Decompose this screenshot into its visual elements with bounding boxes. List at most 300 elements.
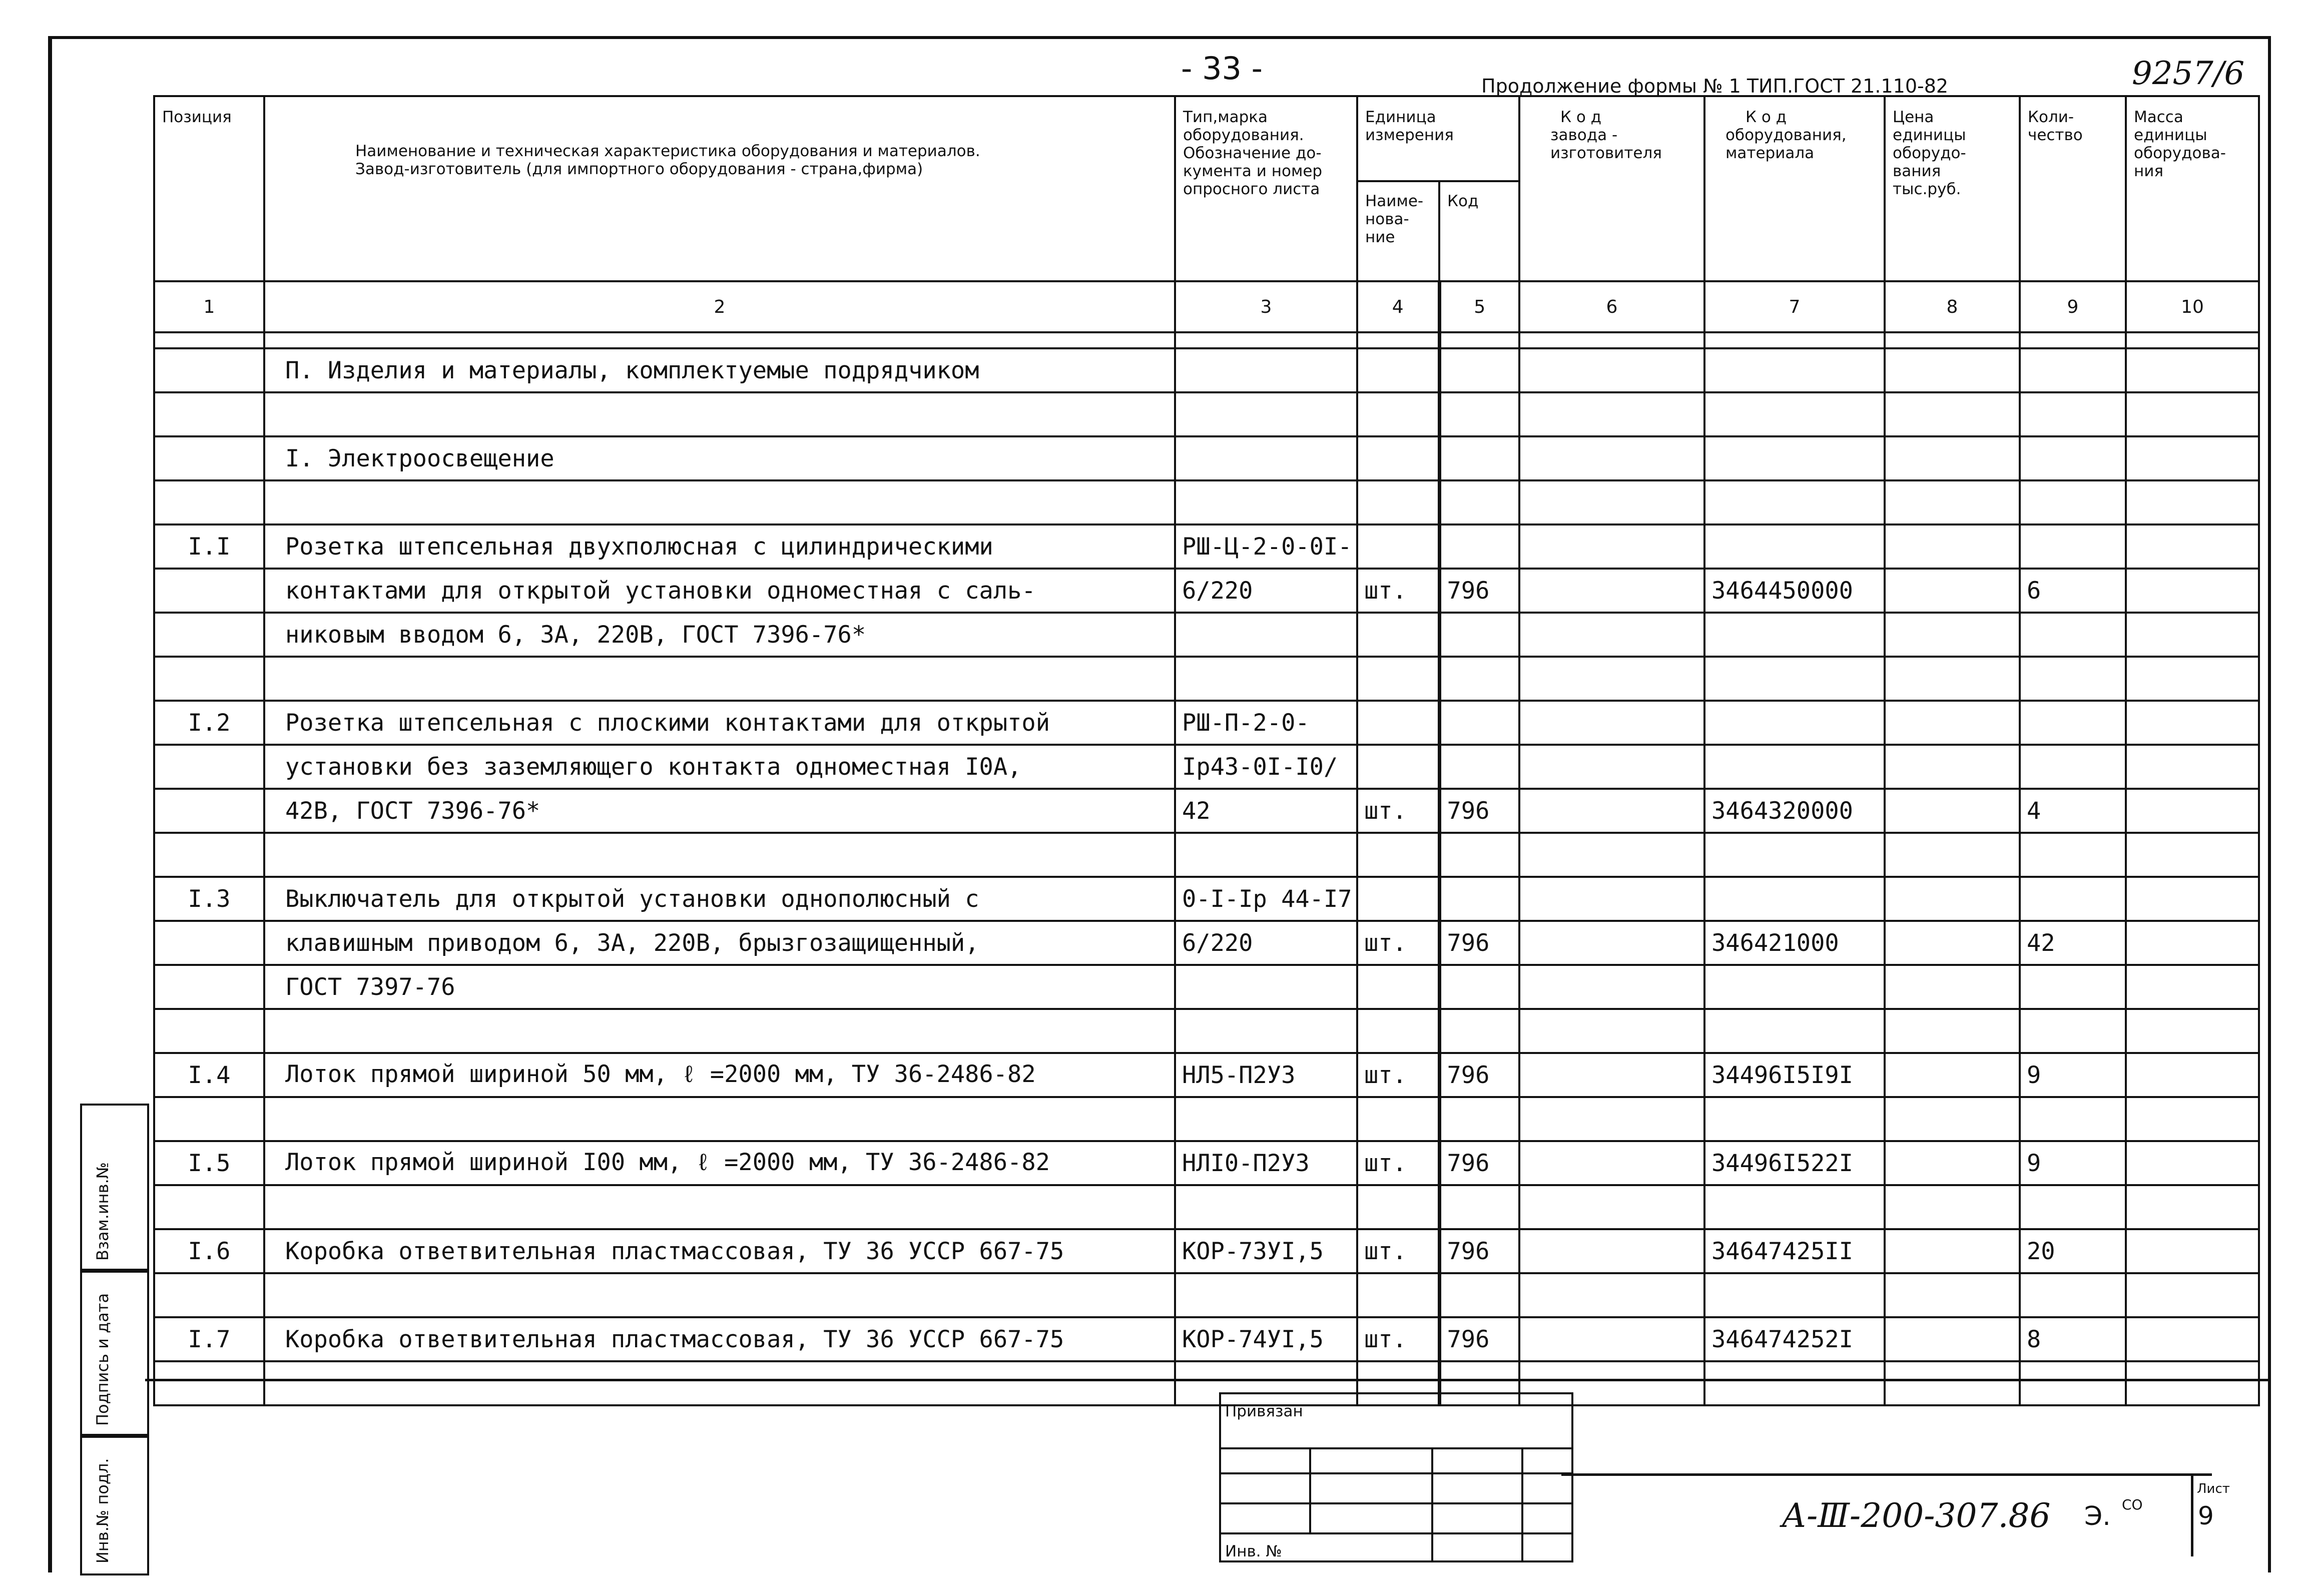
position-cell [154,1185,264,1229]
quantity-cell [2020,965,2126,1009]
unit-cell: шт. [1357,921,1439,965]
table-row [154,1185,2259,1229]
unit-cell [1357,1273,1439,1317]
mass-cell [2126,613,2259,657]
unit-cell [1357,613,1439,657]
column-number: 2 [264,281,1175,332]
item-code-cell [1704,613,1885,657]
quantity-cell [2020,833,2126,877]
type-cell [1175,965,1357,1009]
name-cell: П. Изделия и материалы, комплектуемые подрядчиком [264,348,1175,392]
quantity-cell [2020,436,2126,480]
table-row [154,657,2259,701]
quantity-cell: 6 [2020,569,2126,613]
column-number: 5 [1439,281,1519,332]
unit-code-cell [1439,524,1519,569]
mass-cell [2126,789,2259,833]
page-number: - 33 - [1181,50,1263,87]
unit-code-cell [1439,745,1519,789]
position-cell: I.4 [154,1053,264,1097]
quantity-cell [2020,1273,2126,1317]
maker-code-cell [1519,348,1704,392]
position-cell [154,657,264,701]
unit-cell: шт. [1357,1229,1439,1273]
binding-stamp [1219,1392,1573,1562]
specification-table [153,95,2260,1406]
mass-cell [2126,745,2259,789]
name-cell: клавишным приводом 6, 3А, 220В, брызгозащищенный, [264,921,1175,965]
item-code-cell: 346474252I [1704,1317,1885,1361]
maker-code-cell [1519,1185,1704,1229]
name-cell: установки без заземляющего контакта одноместная I0А, [264,745,1175,789]
frame-left-border [48,36,52,1572]
position-cell: I.I [154,524,264,569]
stamp-inv-label: Инв. № [1220,1533,1432,1561]
price-cell [1885,1097,2020,1141]
unit-code-cell [1439,1185,1519,1229]
position-cell [154,480,264,524]
table-row [154,701,2259,745]
unit-code-cell [1439,701,1519,745]
header-unit-code: Код [1439,181,1519,281]
name-cell [264,392,1175,436]
unit-code-cell [1439,1273,1519,1317]
side-box-signature-date [80,1269,149,1438]
unit-cell [1357,877,1439,921]
maker-code-cell [1519,1317,1704,1361]
position-cell: I.7 [154,1317,264,1361]
sheet-box-divider [2191,1473,2193,1556]
handwritten-number: 9257/6 [2132,55,2245,92]
table-row [154,569,2259,613]
unit-code-cell: 796 [1439,1229,1519,1273]
unit-cell: шт. [1357,1317,1439,1361]
type-cell [1175,1273,1357,1317]
header-type: Тип,марка оборудования. Обозначение до- кумента и номер опросного листа [1175,96,1357,281]
mass-cell [2126,436,2259,480]
mass-cell [2126,877,2259,921]
mass-cell [2126,701,2259,745]
unit-code-cell [1439,436,1519,480]
header-quantity: Коли- чество [2020,96,2126,281]
position-cell: I.5 [154,1141,264,1185]
position-cell [154,789,264,833]
price-cell [1885,1273,2020,1317]
side-label-replacement-inv: Взам.инв.№ [93,1162,112,1261]
unit-cell [1357,1185,1439,1229]
item-code-cell [1704,348,1885,392]
price-cell [1885,1141,2020,1185]
type-cell: КОР-73УI,5 [1175,1229,1357,1273]
position-cell [154,569,264,613]
sheet-label: Лист [2197,1481,2230,1496]
table-row [154,348,2259,392]
price-cell [1885,1185,2020,1229]
item-code-cell [1704,965,1885,1009]
item-code-cell [1704,1009,1885,1053]
item-code-cell [1704,657,1885,701]
item-code-cell [1704,392,1885,436]
header-mass: Масса единицы оборудова- ния [2126,96,2259,281]
item-code-cell: 34496I5I9I [1704,1053,1885,1097]
spacer-row [154,332,2259,348]
quantity-cell: 8 [2020,1317,2126,1361]
name-cell: 42В, ГОСТ 7396-76* [264,789,1175,833]
mass-cell [2126,921,2259,965]
maker-code-cell [1519,1009,1704,1053]
header-maker-code: К о д завода - изготовителя [1519,96,1704,281]
quantity-cell [2020,348,2126,392]
price-cell [1885,789,2020,833]
document-designation: А-Ⅲ-200-307.86 [1782,1496,2051,1535]
column-number: 4 [1357,281,1439,332]
frame-top-border [48,36,2270,39]
table-row [154,833,2259,877]
maker-code-cell [1519,569,1704,613]
mass-cell [2126,833,2259,877]
position-cell [154,1097,264,1141]
name-cell [264,657,1175,701]
price-cell [1885,1229,2020,1273]
maker-code-cell [1519,701,1704,745]
header-item-code: К о д оборудования, материала [1704,96,1885,281]
type-cell [1175,1009,1357,1053]
header-position: Позиция [154,96,264,281]
type-cell [1175,1097,1357,1141]
header-name: Наименование и техническая характеристика оборудования и материалов. Завод-изготовитель (для импортного оборудования - страна,фирма) [264,96,1175,281]
header-unit-name: Наиме- нова- ние [1357,181,1439,281]
unit-cell: шт. [1357,1141,1439,1185]
position-cell [154,613,264,657]
unit-code-cell: 796 [1439,789,1519,833]
title-block-inner-line [1561,1473,2212,1476]
column-number: 7 [1704,281,1885,332]
maker-code-cell [1519,657,1704,701]
maker-code-cell [1519,613,1704,657]
type-cell [1175,833,1357,877]
maker-code-cell [1519,480,1704,524]
quantity-cell: 4 [2020,789,2126,833]
type-cell: КОР-74УI,5 [1175,1317,1357,1361]
table-row [154,745,2259,789]
name-cell [264,1097,1175,1141]
name-cell: никовым вводом 6, 3А, 220В, ГОСТ 7396-76* [264,613,1175,657]
name-cell: ГОСТ 7397-76 [264,965,1175,1009]
price-cell [1885,480,2020,524]
unit-cell [1357,348,1439,392]
position-cell [154,965,264,1009]
name-cell: контактами для открытой установки одноместная с саль- [264,569,1175,613]
column-number: 1 [154,281,264,332]
unit-cell [1357,701,1439,745]
price-cell [1885,965,2020,1009]
maker-code-cell [1519,392,1704,436]
mass-cell [2126,1097,2259,1141]
type-cell: РШ-П-2-0- [1175,701,1357,745]
item-code-cell [1704,745,1885,789]
position-cell [154,745,264,789]
table-row [154,1009,2259,1053]
type-cell [1175,613,1357,657]
maker-code-cell [1519,1053,1704,1097]
table-row [154,480,2259,524]
quantity-cell [2020,480,2126,524]
item-code-cell [1704,833,1885,877]
quantity-cell: 42 [2020,921,2126,965]
position-cell [154,921,264,965]
table-row [154,965,2259,1009]
side-box-replacement-inv [80,1104,149,1273]
position-cell [154,1009,264,1053]
name-cell: Розетка штепсельная двухполюсная с цилиндрическими [264,524,1175,569]
unit-cell [1357,392,1439,436]
name-cell [264,480,1175,524]
unit-code-cell [1439,613,1519,657]
unit-code-cell [1439,480,1519,524]
unit-cell [1357,965,1439,1009]
maker-code-cell [1519,833,1704,877]
price-cell [1885,392,2020,436]
table-row [154,1097,2259,1141]
table-row [154,1361,2259,1405]
unit-cell: шт. [1357,789,1439,833]
table-row [154,921,2259,965]
column-number: 3 [1175,281,1357,332]
column-number-row [154,281,2259,332]
type-cell: РШ-Ц-2-0-0I- [1175,524,1357,569]
column-number: 6 [1519,281,1704,332]
maker-code-cell [1519,1229,1704,1273]
maker-code-cell [1519,921,1704,965]
header-price: Цена единицы оборудо- вания тыс.руб. [1885,96,2020,281]
quantity-cell: 9 [2020,1141,2126,1185]
unit-cell: шт. [1357,1053,1439,1097]
mass-cell [2126,392,2259,436]
price-cell [1885,569,2020,613]
table-row [154,613,2259,657]
table-row [154,436,2259,480]
quantity-cell [2020,701,2126,745]
unit-code-cell [1439,877,1519,921]
item-code-cell: 34647425II [1704,1229,1885,1273]
maker-code-cell [1519,745,1704,789]
name-cell [264,1185,1175,1229]
type-cell [1175,480,1357,524]
price-cell [1885,613,2020,657]
mass-cell [2126,1053,2259,1097]
table-row [154,789,2259,833]
quantity-cell [2020,1009,2126,1053]
name-cell: Коробка ответвительная пластмассовая, ТУ 36 УССР 667-75 [264,1229,1175,1273]
column-number: 10 [2126,281,2259,332]
position-cell [154,1273,264,1317]
name-cell [264,1273,1175,1317]
name-cell: I. Электроосвещение [264,436,1175,480]
item-code-cell [1704,701,1885,745]
name-cell: Коробка ответвительная пластмассовая, ТУ 36 УССР 667-75 [264,1317,1175,1361]
mass-cell [2126,657,2259,701]
mass-cell [2126,569,2259,613]
sheet-number: 9 [2198,1501,2214,1530]
item-code-cell: 346421000 [1704,921,1885,965]
unit-code-cell [1439,657,1519,701]
maker-code-cell [1519,877,1704,921]
item-code-cell [1704,1185,1885,1229]
document-section-sup: СО [2122,1496,2143,1513]
title-block-top-line [145,1379,2268,1381]
unit-cell [1357,745,1439,789]
unit-code-cell [1439,1009,1519,1053]
price-cell [1885,701,2020,745]
price-cell [1885,524,2020,569]
quantity-cell [2020,613,2126,657]
type-cell: НЛ5-П2У3 [1175,1053,1357,1097]
quantity-cell [2020,657,2126,701]
quantity-cell: 20 [2020,1229,2126,1273]
unit-cell [1357,524,1439,569]
type-cell: 6/220 [1175,921,1357,965]
quantity-cell [2020,524,2126,569]
price-cell [1885,436,2020,480]
type-cell [1175,392,1357,436]
mass-cell [2126,524,2259,569]
unit-cell [1357,833,1439,877]
maker-code-cell [1519,524,1704,569]
price-cell [1885,348,2020,392]
unit-code-cell: 796 [1439,1141,1519,1185]
position-cell: I.2 [154,701,264,745]
header-unit-group: Единица измерения [1357,96,1519,181]
table-row [154,1141,2259,1185]
type-cell: Iр43-0I-I0/ [1175,745,1357,789]
maker-code-cell [1519,1273,1704,1317]
side-label-signature-date: Подпись и дата [93,1293,112,1426]
unit-code-cell [1439,965,1519,1009]
maker-code-cell [1519,436,1704,480]
table-row [154,392,2259,436]
price-cell [1885,877,2020,921]
quantity-cell [2020,1097,2126,1141]
mass-cell [2126,348,2259,392]
quantity-cell [2020,1185,2126,1229]
name-cell: Выключатель для открытой установки однополюсный с [264,877,1175,921]
form-caption: Продолжение формы № 1 ТИП.ГОСТ 21.110-82 [1481,75,1949,97]
side-box-original-inv [80,1434,149,1575]
price-cell [1885,921,2020,965]
unit-cell [1357,480,1439,524]
table-row [154,1229,2259,1273]
type-cell: 42 [1175,789,1357,833]
type-cell [1175,657,1357,701]
quantity-cell [2020,392,2126,436]
price-cell [1885,1317,2020,1361]
unit-code-cell: 796 [1439,1317,1519,1361]
mass-cell [2126,1317,2259,1361]
position-cell [154,436,264,480]
name-cell [264,833,1175,877]
maker-code-cell [1519,789,1704,833]
unit-cell [1357,436,1439,480]
quantity-cell [2020,877,2126,921]
item-code-cell [1704,877,1885,921]
name-cell: Розетка штепсельная с плоскими контактами для открытой [264,701,1175,745]
position-cell [154,348,264,392]
maker-code-cell [1519,1097,1704,1141]
name-cell: Лоток прямой шириной I00 мм, ℓ =2000 мм, ТУ 36-2486-82 [264,1141,1175,1185]
unit-cell [1357,1097,1439,1141]
table-row [154,877,2259,921]
type-cell: 6/220 [1175,569,1357,613]
document-section: Э. [2084,1501,2111,1531]
item-code-cell [1704,524,1885,569]
item-code-cell: 3464320000 [1704,789,1885,833]
position-cell [154,833,264,877]
mass-cell [2126,1361,2259,1405]
name-cell [264,1009,1175,1053]
type-cell: НЛI0-П2У3 [1175,1141,1357,1185]
mass-cell [2126,1229,2259,1273]
unit-code-cell [1439,833,1519,877]
column-number: 9 [2020,281,2126,332]
position-cell: I.6 [154,1229,264,1273]
type-cell [1175,436,1357,480]
unit-code-cell [1439,348,1519,392]
table-row [154,1053,2259,1097]
unit-cell [1357,657,1439,701]
mass-cell [2126,1141,2259,1185]
column-number: 8 [1885,281,2020,332]
table-row [154,1317,2259,1361]
price-cell [1885,1053,2020,1097]
name-cell: Лоток прямой шириной 50 мм, ℓ =2000 мм, ТУ 36-2486-82 [264,1053,1175,1097]
quantity-cell [2020,745,2126,789]
unit-code-cell: 796 [1439,921,1519,965]
position-cell: I.3 [154,877,264,921]
unit-cell: шт. [1357,569,1439,613]
type-cell: 0-I-Iр 44-I7 [1175,877,1357,921]
maker-code-cell [1519,965,1704,1009]
mass-cell [2126,1009,2259,1053]
maker-code-cell [1519,1141,1704,1185]
price-cell [1885,1009,2020,1053]
price-cell [1885,833,2020,877]
frame-right-border [2268,36,2271,1572]
item-code-cell: 3464450000 [1704,569,1885,613]
stamp-bound-label: Привязан [1220,1393,1572,1448]
mass-cell [2126,965,2259,1009]
position-cell [154,392,264,436]
table-row [154,524,2259,569]
unit-code-cell: 796 [1439,1053,1519,1097]
price-cell [1885,657,2020,701]
item-code-cell [1704,1361,1885,1405]
item-code-cell [1704,436,1885,480]
type-cell [1175,348,1357,392]
item-code-cell [1704,480,1885,524]
price-cell [1885,1361,2020,1405]
quantity-cell [2020,1361,2126,1405]
name-cell [264,1361,1175,1405]
side-label-original-inv: Инв.№ подл. [93,1458,112,1563]
table-row [154,1273,2259,1317]
item-code-cell [1704,1273,1885,1317]
type-cell [1175,1185,1357,1229]
position-cell [154,1361,264,1405]
item-code-cell: 34496I522I [1704,1141,1885,1185]
quantity-cell: 9 [2020,1053,2126,1097]
mass-cell [2126,1185,2259,1229]
item-code-cell [1704,1097,1885,1141]
